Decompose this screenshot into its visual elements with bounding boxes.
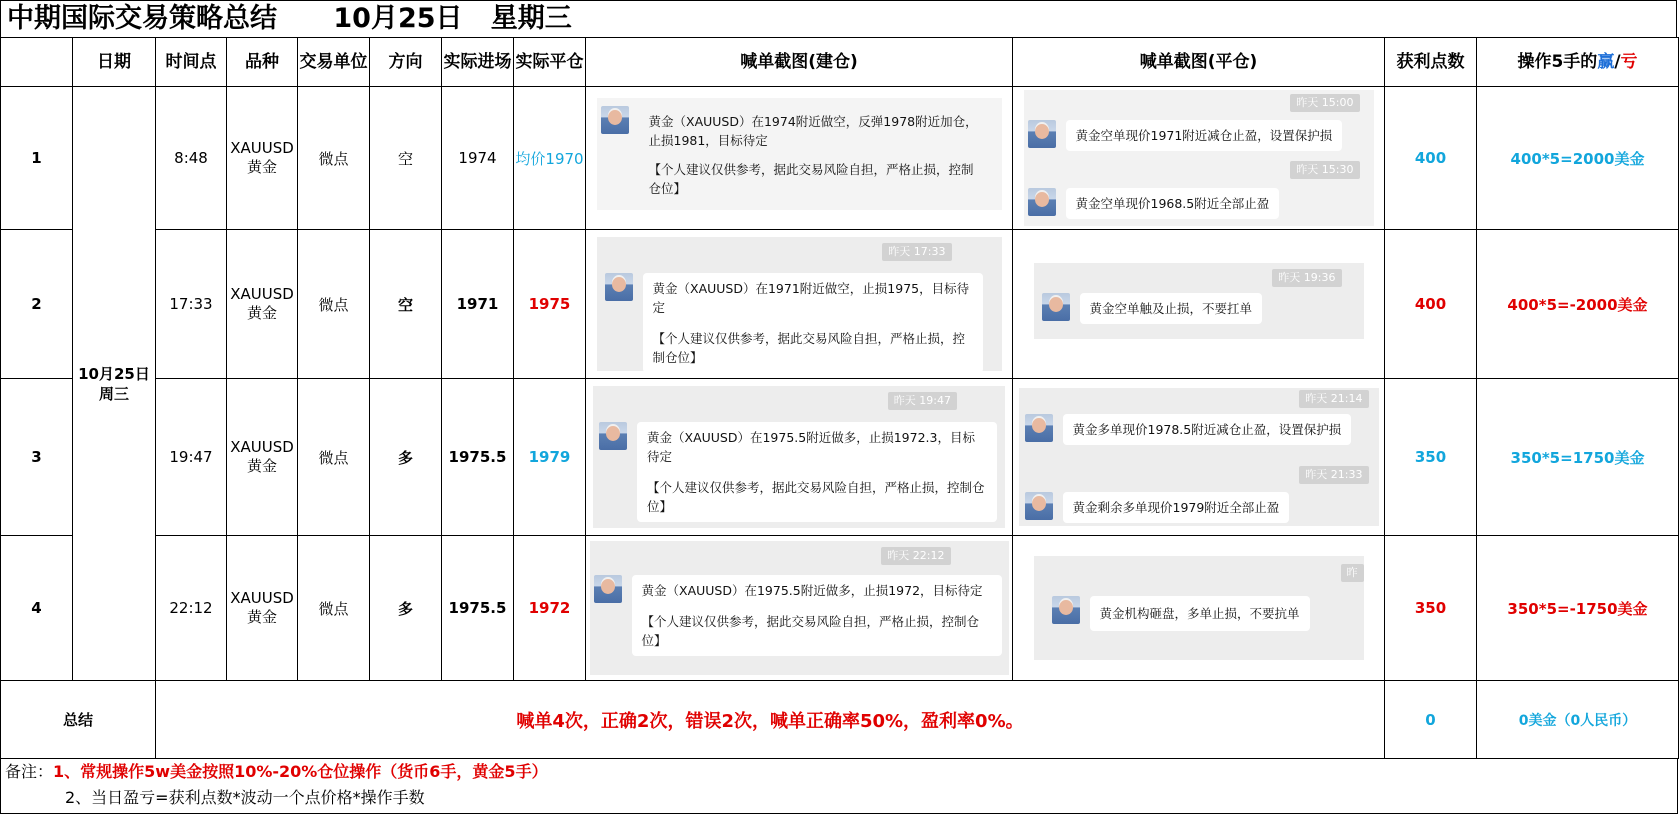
avatar-icon [1025, 492, 1053, 520]
pnl-cell: 400*5=-2000美金 [1477, 230, 1679, 379]
avatar-icon [594, 575, 622, 603]
header-pnl: 操作5手的赢/亏 [1477, 38, 1679, 87]
disclaimer-text: 【个人建议仅供参考，据此交易风险自担，严格止损，控制仓位】 [647, 480, 985, 514]
note-line-2: 2、当日盈亏=获利点数*波动一个点价格*操作手数 [65, 788, 425, 807]
table-row [1, 87, 1679, 230]
header-no [1, 38, 73, 87]
time-cell: 22:12 [156, 536, 227, 681]
direction-cell: 多 [370, 379, 442, 536]
time-stamp: 昨天 21:14 [1299, 390, 1368, 408]
direction-cell: 空 [370, 230, 442, 379]
header-close: 实际平仓 [514, 38, 586, 87]
avatar-icon [599, 422, 627, 450]
pnl-cell: 350*5=1750美金 [1477, 379, 1679, 536]
disclaimer-text: 【个人建议仅供参考，据此交易风险自担，严格止损，控制仓位】 [641, 614, 980, 648]
message-text: 黄金（XAUUSD）在1971附近做空，止损1975，目标待定 [652, 281, 970, 315]
note-line-1 [5, 759, 1677, 785]
chat-message [1042, 293, 1263, 324]
chat-screenshot [1019, 388, 1379, 526]
product-cell: XAUUSD黄金 [227, 379, 298, 536]
close-cell: 1975 [514, 230, 586, 379]
notes [0, 758, 1678, 814]
message-text: 黄金（XAUUSD）在1975.5附近做多，止损1972，目标待定 [641, 583, 983, 598]
chat-screenshot [597, 98, 1002, 210]
message-text: 黄金机构砸盘，多单止损，不要抗单 [1090, 596, 1310, 631]
points-cell: 350 [1385, 536, 1477, 681]
avatar-icon [1042, 293, 1070, 321]
header-entry: 实际进场 [442, 38, 514, 87]
time-stamp: 昨天 15:30 [1290, 161, 1359, 179]
header-unit: 交易单位 [298, 38, 370, 87]
trade-table [0, 37, 1679, 759]
time-cell: 19:47 [156, 379, 227, 536]
avatar-icon [1028, 120, 1056, 148]
close-screenshot [1013, 536, 1385, 681]
message-text: 黄金空单现价1968.5附近全部止盈 [1066, 188, 1280, 219]
summary-label: 总结 [1, 681, 156, 759]
row-number: 3 [1, 379, 73, 536]
close-screenshot [1013, 87, 1385, 230]
header-shot-close: 喊单截图(平仓) [1013, 38, 1385, 87]
time-stamp: 昨天 19:36 [1272, 269, 1341, 287]
chat-message [1028, 188, 1280, 219]
open-screenshot [586, 379, 1013, 536]
table-row [1, 379, 1679, 536]
points-cell: 400 [1385, 87, 1477, 230]
entry-cell: 1975.5 [442, 536, 514, 681]
pnl-cell: 350*5=-1750美金 [1477, 536, 1679, 681]
product-cell: XAUUSD黄金 [227, 87, 298, 230]
row-number: 2 [1, 230, 73, 379]
note-text-1: 1、常规操作5w美金按照10%-20%仓位操作（货币6手，黄金5手） [53, 762, 548, 781]
entry-cell: 1974 [442, 87, 514, 230]
close-screenshot [1013, 230, 1385, 379]
chat-screenshot [1024, 90, 1374, 226]
notes-prefix: 备注： [5, 762, 54, 781]
summary-row [1, 681, 1679, 759]
chat-message [605, 273, 983, 373]
time-stamp: 昨天 22:12 [881, 547, 950, 565]
points-cell: 400 [1385, 230, 1477, 379]
unit-cell: 微点 [298, 230, 370, 379]
header-date: 日期 [73, 38, 156, 87]
close-cell: 1979 [514, 379, 586, 536]
weekday-line: 周三 [98, 384, 129, 403]
header-row [1, 38, 1679, 87]
header-product: 品种 [227, 38, 298, 87]
product-cell: XAUUSD黄金 [227, 230, 298, 379]
message-text: 黄金多单现价1978.5附近减仓止盈，设置保护损 [1063, 414, 1352, 445]
time-stamp: 昨 [1341, 564, 1364, 582]
disclaimer-text: 【个人建议仅供参考，据此交易风险自担，严格止损，控制仓位】 [652, 331, 966, 365]
avatar-icon [1025, 414, 1053, 442]
direction-cell: 多 [370, 536, 442, 681]
summary-pnl: 0美金（0人民币） [1477, 681, 1679, 759]
close-cell: 1972 [514, 536, 586, 681]
time-cell: 8:48 [156, 87, 227, 230]
entry-cell: 1971 [442, 230, 514, 379]
row-number: 1 [1, 87, 73, 230]
chat-message [601, 106, 989, 204]
disclaimer-text: 【个人建议仅供参考，据此交易风险自担，严格止损，控制仓位】 [648, 162, 974, 196]
row-number: 4 [1, 536, 73, 681]
chat-screenshot [593, 386, 1005, 528]
chat-message [1028, 120, 1343, 151]
chat-screenshot [597, 237, 1002, 371]
chat-message [1025, 492, 1290, 523]
pnl-cell: 400*5=2000美金 [1477, 87, 1679, 230]
header-shot-open: 喊单截图(建仓) [586, 38, 1013, 87]
time-stamp: 昨天 15:00 [1290, 94, 1359, 112]
time-cell: 17:33 [156, 230, 227, 379]
message-text: 黄金（XAUUSD）在1975.5附近做多，止损1972.3，目标待定 [647, 430, 975, 464]
message-text: 黄金剩余多单现价1979附近全部止盈 [1063, 492, 1290, 523]
chat-screenshot [590, 541, 1009, 675]
summary-points: 0 [1385, 681, 1477, 759]
message-bubble [643, 273, 983, 373]
message-bubble [632, 575, 1002, 656]
chat-message [599, 422, 997, 522]
close-screenshot [1013, 379, 1385, 536]
direction-cell: 空 [370, 87, 442, 230]
close-cell: 均价1970 [514, 87, 586, 230]
points-cell: 350 [1385, 379, 1477, 536]
chat-message [1025, 414, 1352, 445]
avatar-icon [601, 106, 629, 134]
time-stamp: 昨天 17:33 [882, 243, 951, 261]
open-screenshot [586, 230, 1013, 379]
avatar-icon [1052, 596, 1080, 624]
time-stamp: 昨天 19:47 [888, 392, 957, 410]
product-cell: XAUUSD黄金 [227, 536, 298, 681]
avatar-icon [1028, 188, 1056, 216]
date-cell [73, 87, 156, 681]
chat-message [594, 575, 1002, 656]
message-text: 黄金（XAUUSD）在1974附近做空，反弹1978附近加仓，止损1981，目标待定 [648, 114, 978, 148]
header-direction: 方向 [370, 38, 442, 87]
avatar-icon [605, 273, 633, 301]
entry-cell: 1975.5 [442, 379, 514, 536]
date-line: 10月25日 [78, 364, 150, 383]
message-bubble [637, 422, 997, 522]
header-time: 时间点 [156, 38, 227, 87]
unit-cell: 微点 [298, 379, 370, 536]
table-row [1, 230, 1679, 379]
unit-cell: 微点 [298, 536, 370, 681]
summary-text: 喊单4次，正确2次，错误2次，喊单正确率50%，盈利率0%。 [156, 681, 1385, 759]
open-screenshot [586, 536, 1013, 681]
sheet-title: 中期国际交易策略总结 10月25日 星期三 [0, 0, 1677, 38]
chat-message [1052, 596, 1310, 631]
message-text: 黄金空单现价1971附近减仓止盈，设置保护损 [1066, 120, 1343, 151]
table-row [1, 536, 1679, 681]
open-screenshot [586, 87, 1013, 230]
chat-screenshot [1034, 263, 1364, 339]
time-stamp: 昨天 21:33 [1299, 466, 1368, 484]
chat-screenshot [1034, 556, 1364, 660]
message-bubble [639, 106, 989, 204]
header-points: 获利点数 [1385, 38, 1477, 87]
message-text: 黄金空单触及止损，不要扛单 [1080, 293, 1263, 324]
unit-cell: 微点 [298, 87, 370, 230]
